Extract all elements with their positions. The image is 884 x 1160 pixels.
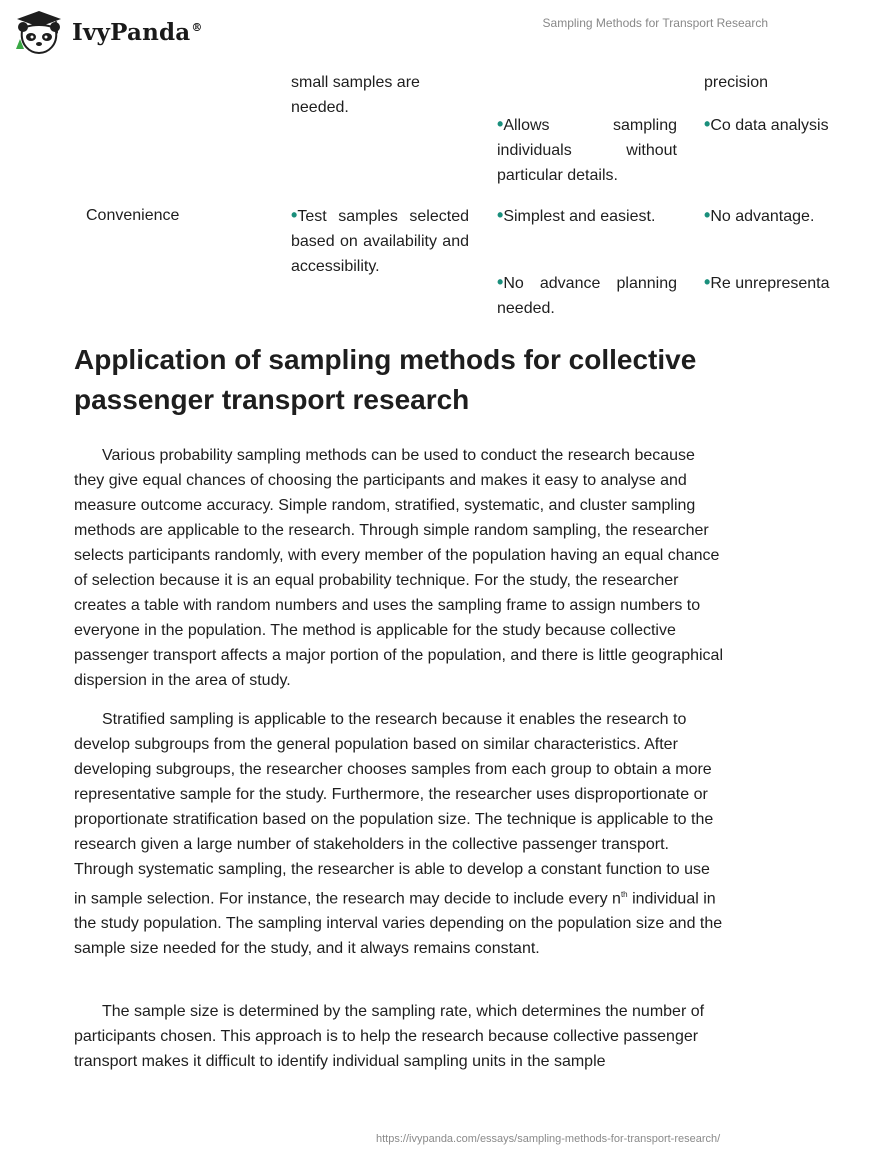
bullet-icon: • (704, 272, 711, 292)
panda-graduate-icon (14, 9, 64, 55)
bullet-icon: • (497, 272, 504, 292)
document-title: Sampling Methods for Transport Research (542, 16, 768, 30)
table-cell-convenience-disadvantage-2: •Re unrepresenta (704, 272, 830, 292)
bullet-icon: • (291, 205, 298, 225)
paragraph-1: Various probability sampling methods can be used to conduct the research because they give equal chances of choosing the participants and makes it easy to analyse and measure outcome accuracy. Simple random, stratified, systematic, and cluster sampling methods are applicable to the research. Through simple random sampling, the researcher selects participants randomly, with every member of the population having an equal chance of selection because it is an equal probability technique. For the study, the researcher creates a table with random numbers and uses the sampling frame to assign numbers to everyone in the population. The method is applicable for the study because collective passenger transport affects a major portion of the population, and there is little geographical dispersion in the area of study. (74, 447, 723, 689)
table-cell-convenience-advantage-2: •No advance planning needed. (497, 272, 677, 317)
ivypanda-logo[interactable] (14, 9, 234, 55)
sampling-methods-table (0, 70, 830, 330)
bullet-icon: • (704, 114, 711, 134)
table-cell-method-convenience: Convenience (86, 207, 180, 224)
table-cell-convenience-description: •Test samples selected based on availability and accessibility. (291, 205, 469, 275)
table-cell-advantage-bullet: •Allows sampling individuals without particular details. (497, 114, 677, 184)
source-url[interactable]: https://ivypanda.com/essays/sampling-methods-for-transport-research/ (376, 1133, 721, 1145)
brand-name: IvyPanda® (72, 18, 203, 46)
table-cell-disadvantage-bullet: •Co data analysis (704, 114, 829, 134)
table-cell-convenience-advantage-1: •Simplest and easiest. (497, 205, 656, 225)
site-header (0, 0, 800, 62)
paragraph-2: Stratified sampling is applicable to the research because it enables the research to develop subgroups from the general population based on similar characteristics. After developing subgroups, the researcher chooses samples from each group to obtain a more representative sample for the study. Furthermore, the researcher uses disproportionate or proportionate stratification based on the population size. The technique is applicable to the research given a large number of stakeholders in the collective passenger transport. Through systematic sampling, the researcher is able to develop a constant function to use in sample selection. For instance, the research may decide to include every $n^{th}$ individual in the study population. The sampling interval varies depending on the population size and the sample size needed for the study, and it always remains constant. (74, 711, 723, 958)
bullet-icon: • (704, 205, 711, 225)
table-cell-description-continued: small samples are needed. (291, 74, 420, 116)
bullet-icon: • (497, 205, 504, 225)
bullet-icon: • (497, 114, 504, 134)
table-cell-convenience-disadvantage-1: •No advantage. (704, 205, 815, 225)
section-heading: Application of sampling methods for collective passenger transport research (74, 344, 697, 415)
table-cell-disadvantage-continued: precision (704, 74, 769, 91)
paragraph-3: The sample size is determined by the sampling rate, which determines the number of participants chosen. This approach is to help the research because collective passenger transport makes it difficult to identify individual sampling units in the sample (74, 1003, 705, 1070)
